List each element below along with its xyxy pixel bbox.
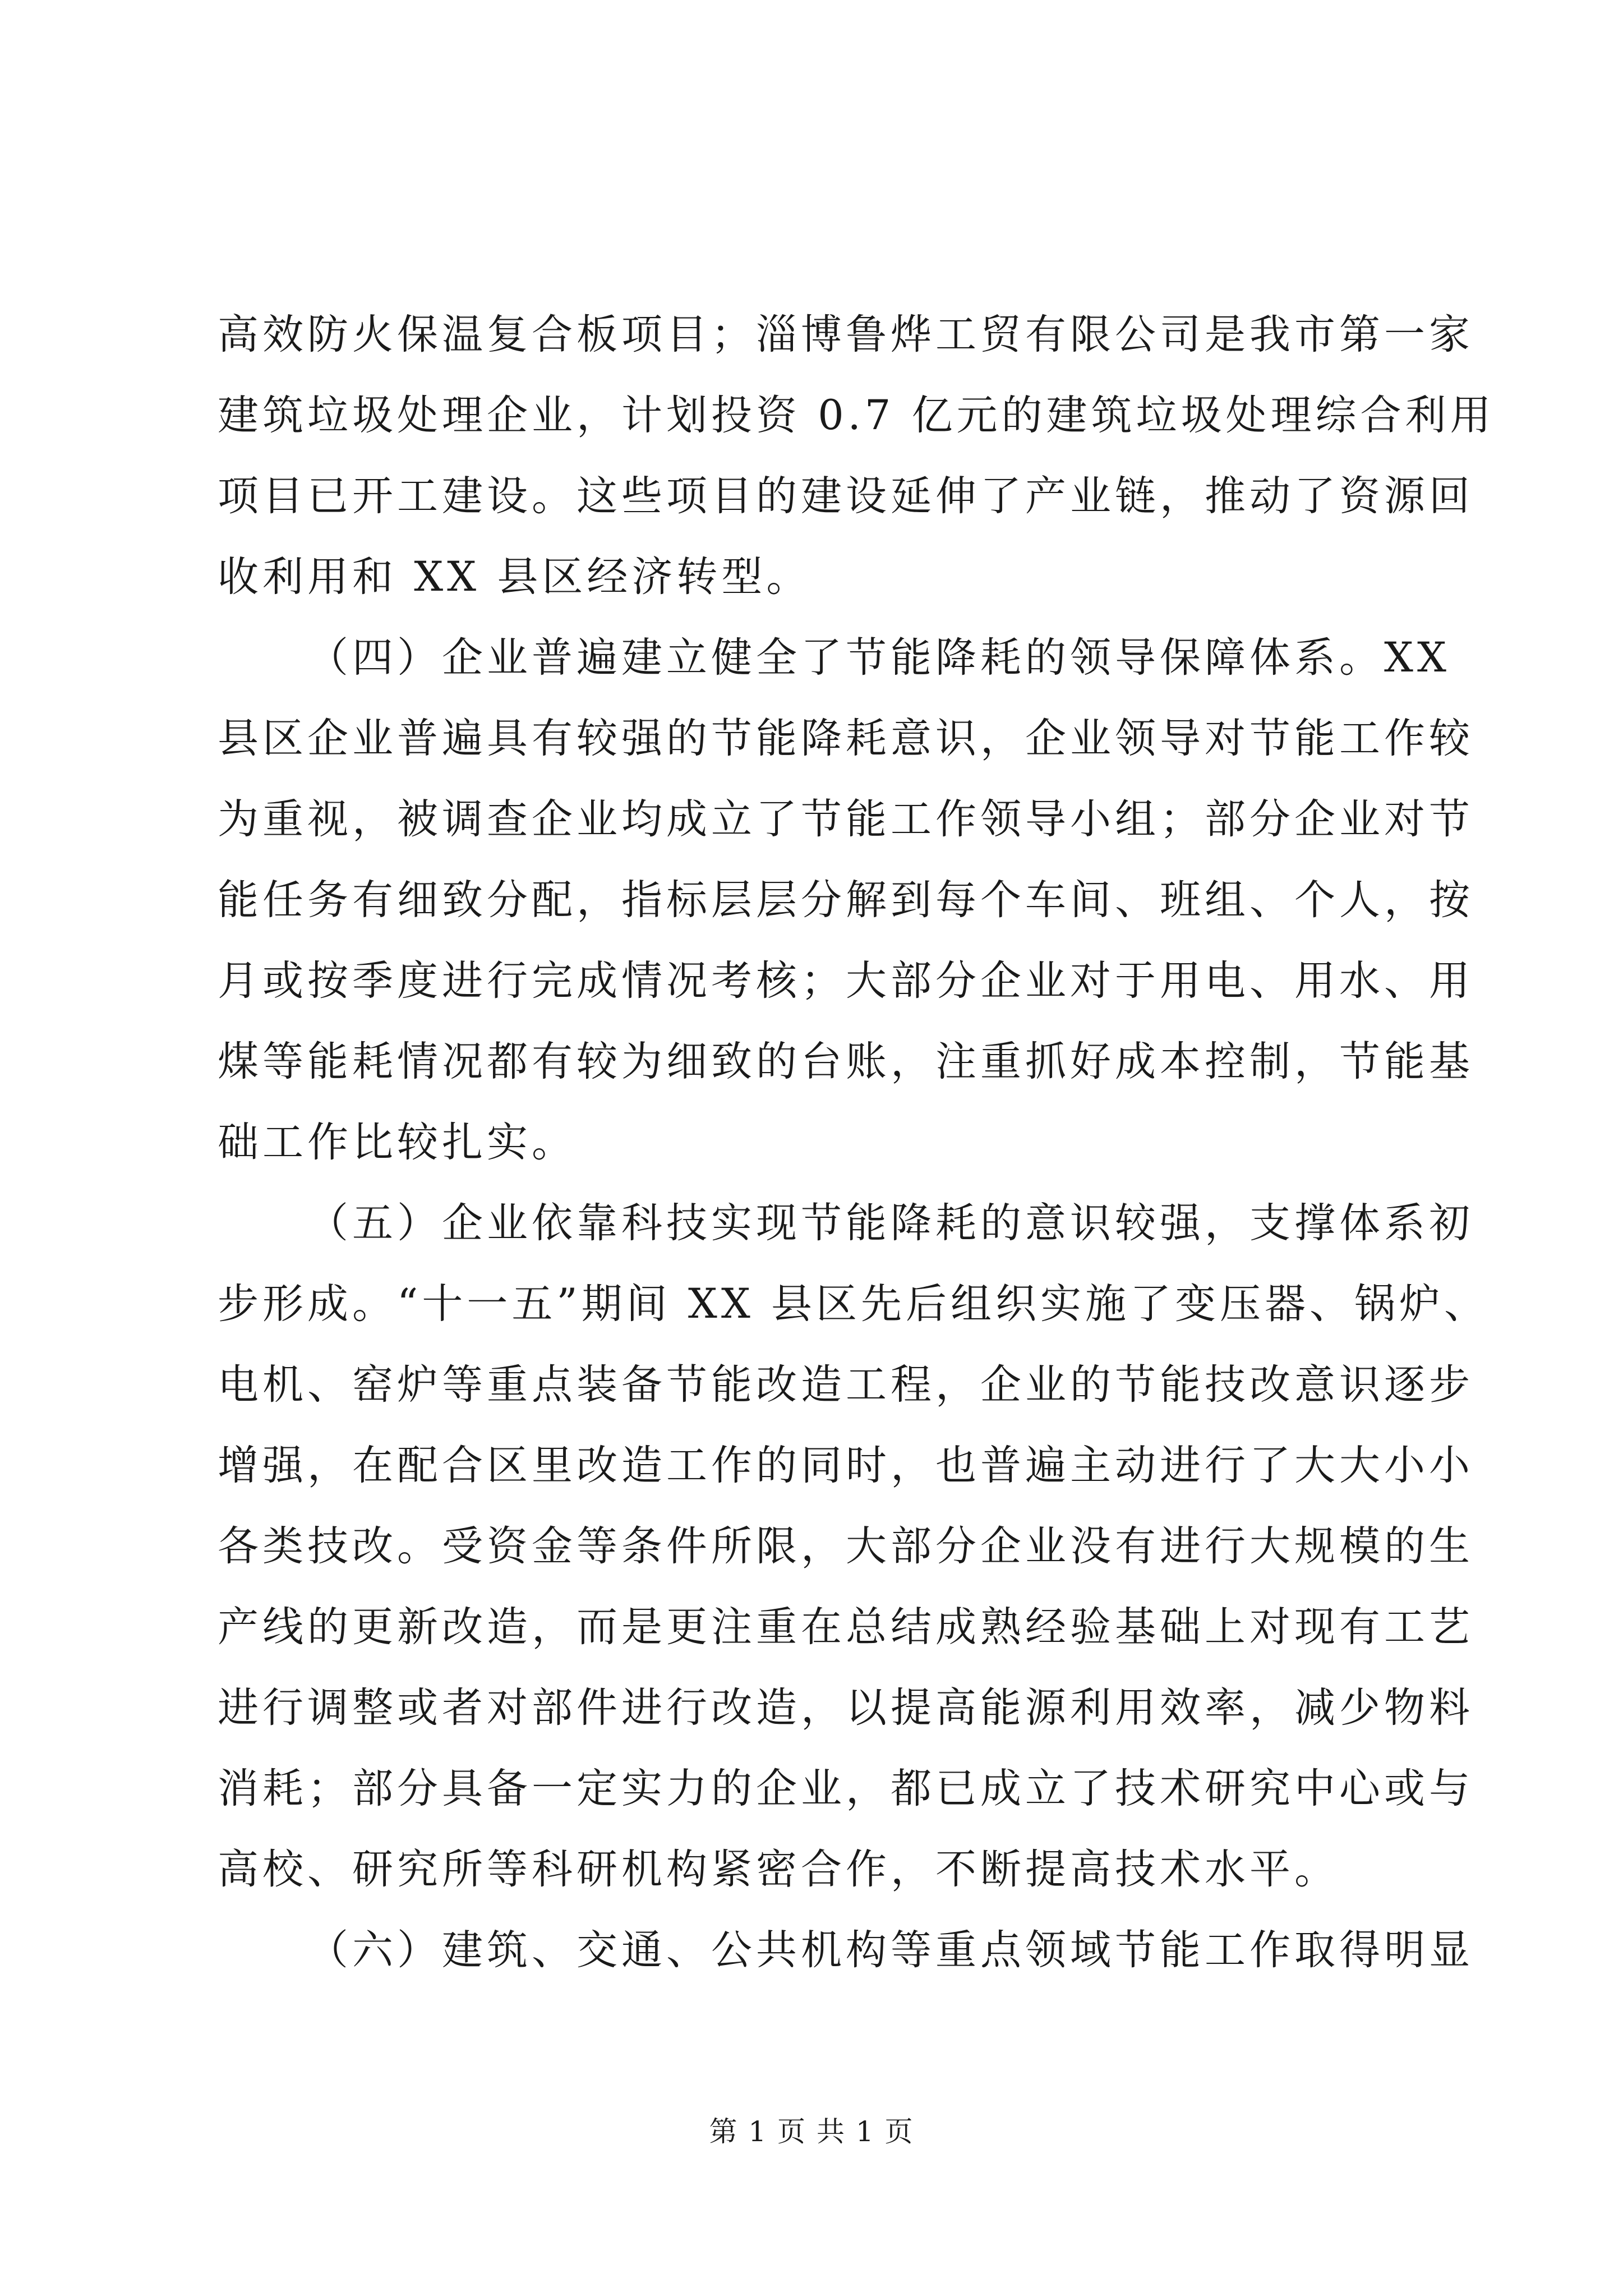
text-line: 项目已开工建设。这些项目的建设延伸了产业链，推动了资源回	[218, 472, 1474, 520]
text-line: 础工作比较扎实。	[218, 1119, 577, 1166]
text-line: （四）企业普遍建立健全了节能降耗的领导保障体系。XX	[307, 634, 1450, 682]
text-line: （六）建筑、交通、公共机构等重点领域节能工作取得明显	[307, 1926, 1474, 1974]
text-line: 建筑垃圾处理企业，计划投资 0.7 亿元的建筑垃圾处理综合利用	[218, 392, 1495, 439]
text-line: 为重视，被调查企业均成立了节能工作领导小组；部分企业对节	[218, 795, 1474, 843]
text-line: 县区企业普遍具有较强的节能降耗意识，企业领导对节能工作较	[218, 715, 1474, 762]
body-text	[218, 295, 1495, 1991]
text-line: 各类技改。受资金等条件所限，大部分企业没有进行大规模的生	[218, 1522, 1474, 1570]
page-footer: 第 1 页 共 1 页	[709, 2115, 914, 2148]
text-line: 高效防火保温复合板项目；淄博鲁烨工贸有限公司是我市第一家	[218, 311, 1474, 358]
text-line: 步形成。“十一五”期间 XX 县区先后组织实施了变压器、锅炉、	[218, 1280, 1489, 1328]
text-line: 能任务有细致分配，指标层层分解到每个车间、班组、个人，按	[218, 876, 1474, 924]
text-line: 收利用和 XX 县区经济转型。	[218, 553, 811, 601]
text-line: 电机、窑炉等重点装备节能改造工程，企业的节能技改意识逐步	[218, 1361, 1474, 1409]
text-line: 煤等能耗情况都有较为细致的台账，注重抓好成本控制，节能基	[218, 1038, 1474, 1085]
text-line: 产线的更新改造，而是更注重在总结成熟经验基础上对现有工艺	[218, 1603, 1474, 1651]
text-line: 高校、研究所等科研机构紧密合作，不断提高技术水平。	[218, 1846, 1339, 1893]
text-line: 月或按季度进行完成情况考核；大部分企业对于用电、用水、用	[218, 957, 1474, 1005]
text-line: 增强，在配合区里改造工作的同时，也普遍主动进行了大大小小	[218, 1442, 1474, 1489]
text-line: 消耗；部分具备一定实力的企业，都已成立了技术研究中心或与	[218, 1765, 1474, 1812]
text-line: （五）企业依靠科技实现节能降耗的意识较强，支撑体系初	[307, 1199, 1474, 1247]
text-line: 进行调整或者对部件进行改造，以提高能源利用效率，减少物料	[218, 1684, 1474, 1732]
